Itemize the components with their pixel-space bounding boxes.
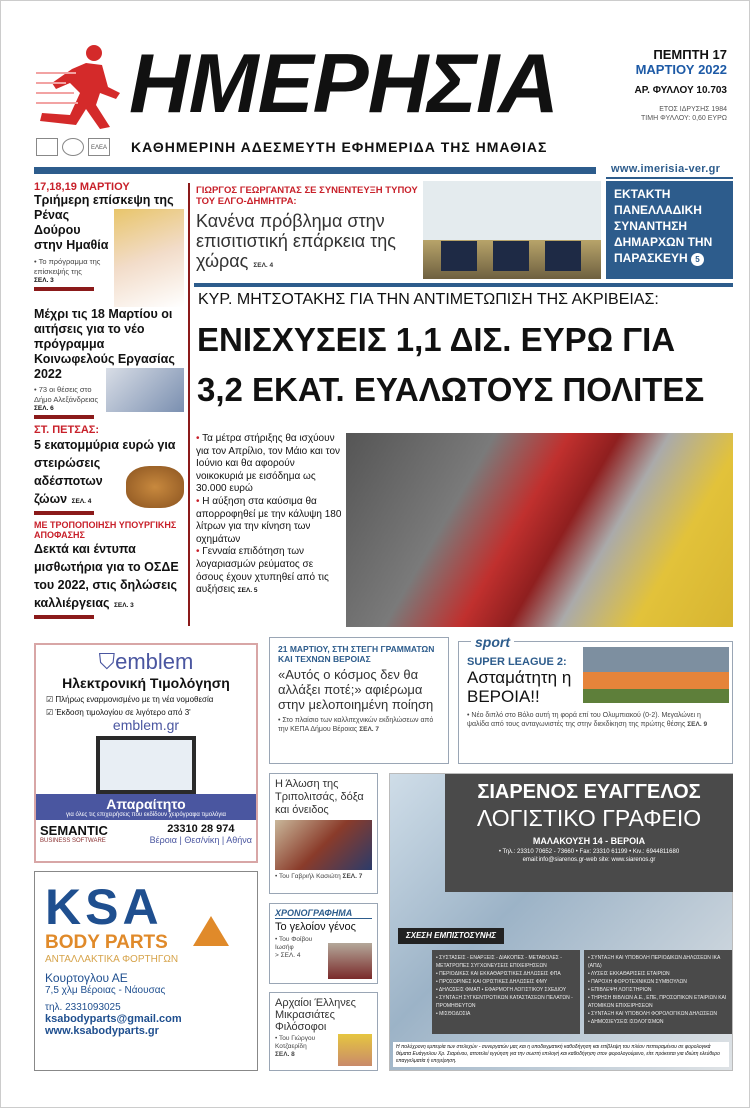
story-employment[interactable] [34, 307, 184, 424]
tagline: ΚΑΘΗΜΕΡΙΝΗ ΑΔΕΣΜΕΥΤΗ ΕΦΗΜΕΡΙΔΑ ΤΗΣ ΗΜΑΘΙΑΣ [131, 139, 548, 155]
painting-image [275, 820, 372, 870]
badge-icon [36, 138, 58, 156]
shield-icon: ⛉ [98, 649, 116, 674]
founded-year: ΕΤΟΣ ΙΔΡΥΣΗΣ 1984 [659, 106, 727, 113]
story-chronicle[interactable]: ΧΡΟΝΟΓΡΑΦΗΜΑ Το γελοίον γένος • Του Φοίβου Ιωσήφ > ΣΕΛ. 4 [269, 903, 378, 984]
website-link[interactable]: www.imerisia-ver.gr [611, 163, 721, 175]
runner-logo-icon [36, 43, 121, 131]
column-divider [188, 183, 190, 626]
story-headline: Τριήμερη επίσκεψη της Ρένας Δούρου στην Ημαθία [34, 193, 174, 252]
story-kicker: 17,18,19 ΜΑΡΤΙΟΥ [34, 181, 130, 193]
story-headline: Το γελοίον γένος [275, 921, 356, 933]
services-left: • ΣΥΣΤΑΣΕΙΣ - ΕΝΑΡΞΕΙΣ - ΔΙΑΚΟΠΕΣ - ΜΕΤΑΒΟΛΕΣ - ΜΕΤΑΤΡΟΠΕΣ ΣΥΓΧΩΝΕΥΣΕΙΣ ΕΠΙΧΕΙΡΗΣΕΩΝ • ΠΕΡΙΟΔΙΚΕΣ ΚΑΙ ΕΚΚΑΘΑΡΙΣΤΙΚΕΣ ΔΗΛΩΣΕΙΣ ΦΠΑ • ΠΡΟΣΩΡΙΝΕΣ ΚΑΙ ΟΡΙΣΤΙΚΕΣ ΔΗΛΩΣΕΙΣ ΦΜΥ • ΔΗΛΩΣΕΙΣ ΦΜΑΠ • ΕΦΑΡΜΟΓΗ ΛΟΓΙΣΤΙΚΟΥ ΣΧΕΔΙΟΥ • ΣΥΝΤΑΞΗ ΣΥΓΚΕΝΤΡΩΤΙΚΩΝ ΚΑΤΑΣΤΑΣΕΩΝ ΠΕΛΑΤΩΝ - ΠΡΟΜΗΘΕΥΤΩΝ • ΜΙΣΘΟΔΟΣΙΑ [432, 950, 580, 1034]
member-badges [36, 138, 110, 156]
story-headline: «Αυτός ο κόσμος δεν θα αλλάξει ποτέ;» αφιέρωμα στην μελοποιημένη ποίηση [278, 667, 434, 712]
page-ref: ΣΕΛ. 3 [113, 602, 134, 609]
ad-check: ☑ Πλήρως εναρμονισμένο με τη νέα νομοθεσία [46, 695, 214, 704]
header-divider [34, 167, 596, 174]
page-ref: ΣΕΛ. 7 [359, 726, 380, 733]
headline-line: ΕΝΙΣΧΥΣΕΙΣ 1,1 ΔΙΣ. ΕΥΡΩ ΓΙΑ [197, 321, 676, 358]
story-osde[interactable] [34, 520, 184, 624]
author-photo [328, 943, 372, 979]
lead-headline[interactable] [197, 315, 733, 415]
story-philosophers[interactable]: Αρχαίοι Έλληνες Μικρασιάτες Φιλόσοφοι • Του Γιώργου Κοτζαερίδη ΣΕΛ. 8 [269, 992, 378, 1071]
story-note: • Στο πλαίσιο των καλλιτεχνικών εκδηλώσεων από την ΚΕΠΑ Δήμου Βέροιας [278, 717, 434, 733]
story-note: • 73 οι θέσεις στο Δήμο Αλεξάνδρειας [34, 385, 99, 404]
siarenos-ad[interactable]: ΣΙΑΡΕΝΟΣ ΕΥΑΓΓΕΛΟΣ ΛΟΓΙΣΤΙΚΟ ΓΡΑΦΕΙΟ ΜΑΛΑΚΟΥΣΗ 14 - ΒΕΡΟΙΑ • Τηλ.: 23310 70652 - 73660 • Fax: 23310 61199 • Κιν.: 6944811680 email:info@siarenos.gr-web site: www.siarenos.gr ΣΧΕΣΗ ΕΜΠΙΣΤΟΣΥΝΗΣ • ΣΥΣΤΑΣΕΙΣ - ΕΝΑΡΞΕΙΣ - ΔΙΑΚΟΠΕΣ - ΜΕΤΑΒΟΛΕΣ - ΜΕΤΑΤΡΟΠΕΣ ΣΥΓΧΩΝΕΥΣΕΙΣ ΕΠΙΧΕΙΡΗΣΕΩΝ • ΠΕΡΙΟΔΙΚΕΣ ΚΑΙ ΕΚΚΑΘΑΡΙΣΤΙΚΕΣ ΔΗΛΩΣΕΙΣ ΦΠΑ • ΠΡΟΣΩΡΙΝΕΣ ΚΑΙ ΟΡΙΣΤΙΚΕΣ ΔΗΛΩΣΕΙΣ ΦΜΥ • ΔΗΛΩΣΕΙΣ ΦΜΑΠ • ΕΦΑΡΜΟΓΗ ΛΟΓΙΣΤΙΚΟΥ ΣΧΕΔΙΟΥ • ΣΥΝΤΑΞΗ ΣΥΓΚΕΝΤΡΩΤΙΚΩΝ ΚΑΤΑΣΤΑΣΕΩΝ ΠΕΛΑΤΩΝ - ΠΡΟΜΗΘΕΥΤΩΝ • ΜΙΣΘΟΔΟΣΙΑ • ΣΥΝΤΑΞΗ ΚΑΙ ΥΠΟΒΟΛΗ ΠΕΡΙΟΔΙΚΩΝ ΔΗΛΩΣΕΩΝ ΙΚΑ (ΑΠΔ) • ΛΥΣΕΙΣ ΕΚΚΑΘΑΡΙΣΕΙΣ ΕΤΑΙΡΙΩΝ • ΠΑΡΟΧΗ ΦΟΡΟΤΕΧΝΙΚΩΝ ΣΥΜΒΟΥΛΩΝ • ΕΠΙΒΛΕΨΗ ΛΟΓΙΣΤΗΡΙΩΝ • ΤΗΡΗΣΗ ΒΙΒΛΙΩΝ Α.Ε., ΕΠΕ, ΠΡΟΣΩΠΙΚΩΝ ΕΤΑΙΡΙΩΝ ΚΑΙ ΑΤΟΜΙΚΩΝ ΕΠΙΧΕΙΡΗΣΕΩΝ • ΣΥΝΤΑΞΗ ΚΑΙ ΥΠΟΒΟΛΗ ΦΟΡΟΛΟΓΙΚΩΝ ΔΗΛΩΣΕΩΝ • ΔΗΜΟΣΙΕΥΣΕΙΣ ΙΣΟΛΟΓΙΣΜΩΝ Η πολύχρονη εμπειρία των στελεχών - συνεργατών μας και η υποδειγματική καθοδήγηση και επίβλεψη του πλέον πεπειραμένου σε φορολογικά θέματα Ευάγγελου Χρ. Σιαρένου, αποτελεί εγγύηση για την σωστή επιλογή και καθοδήγηση στον φορολογούμενο, είτε πρόκειται για ιδιώτη ελεύθερο επαγγελματία ή επιχείρηση. [389, 773, 733, 1071]
mayors-meeting-box[interactable] [606, 181, 733, 279]
elea-badge: ΕΛΕΑ [88, 138, 110, 156]
company-name: SEMANTIC [40, 823, 108, 838]
page-ref: ΣΕΛ. 3 [34, 277, 54, 284]
ad-phone: 23310 28 974 [167, 823, 235, 835]
laptop-image [96, 736, 196, 794]
page-ref: ΣΕΛ. 4 [71, 498, 92, 505]
building-photo [106, 368, 184, 412]
story-kicker: ΓΙΩΡΓΟΣ ΓΕΩΡΓΑΝΤΑΣ ΣΕ ΣΥΝΕΝΤΕΥΞΗ ΤΥΠΟΥ ΤΟΥ ΕΛΓΟ-ΔΗΜΗΤΡΑ: [196, 185, 418, 207]
ad-title: Ηλεκτρονική Τιμολόγηση [62, 675, 230, 691]
sport-section[interactable] [458, 634, 733, 764]
story-headline: 5 εκατομμύρια ευρώ για στειρώσεις αδέσποτων ζώων [34, 438, 176, 506]
story-tripolitsa[interactable]: Η Άλωση της Τριπολιτσάς, δόξα και όνειδος • Του Γαβριήλ Κασιώτη ΣΕΛ. 7 [269, 773, 378, 894]
dog-photo [126, 466, 184, 508]
story-note: • Νέο διπλό στο Βόλο αυτή τη φορά επί του Ολυμπιακού (0-2). Μεγαλώνει η ψαλίδα από τους ανταγωνιστές της στην διεκδίκηση της πρώτης θέσης [467, 712, 701, 728]
ksa-ad[interactable]: KSA BODY PARTS ΑΝΤΑΛΛΑΚΤΙΚΑ ΦΟΡΤΗΓΩΝ Κουρτογλου ΑΕ 7,5 χλμ Βέροιας - Νάουσας τηλ. 2331093025 ksabodyparts@gmail.com www.ksabodyparts.gr [34, 871, 258, 1071]
emblem-ad[interactable]: ⛉emblem Ηλεκτρονική Τιμολόγηση ☑ Πλήρως εναρμονισμένο με τη νέα νομοθεσία ☑ Έκδοση τιμολογίου σε λιγότερο από 3' emblem.gr Απαραίτητο για όλες τις επιχειρήσεις που εκδίδουν χειρόγραφα τιμολόγια SEMANTIC BUSINESS SOFTWARE 23310 28 974 Βέροια | Θεσ/νίκη | Αθήνα [34, 643, 258, 863]
story-stray-animals[interactable] [34, 424, 184, 520]
football-photo [583, 647, 729, 703]
bullet-item: • Τα μέτρα στήριξης θα ισχύουν για τον Απρίλιο, τον Μάιο και τον Ιούνιο και θα αφορούν νοικοκυριά με εισόδημα ως 30.000 ευρώ [196, 433, 341, 495]
red-rule [34, 287, 94, 291]
red-rule [34, 415, 94, 419]
story-kicker: ΧΡΟΝΟΓΡΑΦΗΜΑ [275, 908, 372, 919]
story-headline: Αρχαίοι Έλληνες Μικρασιάτες Φιλόσοφοι [275, 997, 356, 1033]
checkbox-icon: ☑ [46, 695, 56, 704]
headline-line: 3,2 ΕΚΑΤ. ΕΥΑΛΩΤΟΥΣ ΠΟΛΙΤΕΣ [197, 371, 705, 408]
page-ref: ΣΕΛ. 4 [253, 262, 274, 269]
sport-label: sport [471, 634, 514, 650]
page-ref: 5 [691, 253, 704, 266]
story-dourou[interactable] [34, 181, 184, 307]
story-headline: Μέχρι τις 18 Μαρτίου οι αιτήσεις για το νέο πρόγραμμα Κοινωφελούς Εργασίας 2022 [34, 307, 175, 381]
story-food-sufficiency[interactable] [196, 181, 601, 281]
press-conference-photo [423, 181, 601, 279]
box-text: ΕΚΤΑΚΤΗ ΠΑΝΕΛΛΑΔΙΚΗ ΣΥΝΑΝΤΗΣΗ ΔΗΜΑΡΧΩΝ ΤΗΝ ΠΑΡΑΣΚΕΥΗ [614, 187, 713, 265]
ad-check: ☑ Έκδοση τιμολογίου σε λιγότερο από 3' [46, 708, 191, 717]
fuel-station-photo [346, 433, 733, 627]
newspaper-title: ΗΜΕΡΗΣΙΑ [129, 36, 558, 130]
ksa-logo: KSA [45, 879, 163, 935]
story-kicker: ΜΕ ΤΡΟΠΟΠΟΙΗΣΗ ΥΠΟΥΡΓΙΚΗΣ ΑΠΟΦΑΣΗΣ [34, 520, 177, 540]
ad-banner: Απαραίτητο για όλες τις επιχειρήσεις που εκδίδουν χειρόγραφα τιμολόγια [36, 794, 256, 820]
story-poetry-event[interactable] [269, 637, 449, 764]
issue-info [635, 47, 727, 122]
story-headline: Η Άλωση της Τριπολιτσάς, δόξα και όνειδος [275, 778, 364, 816]
page-ref: ΣΕΛ. 9 [687, 721, 708, 728]
story-headline: Δεκτά και έντυπα μισθωτήρια για το ΟΣΔΕ του 2022, στις δηλώσεις καλλιέργειας [34, 542, 179, 610]
section-rule [194, 283, 733, 287]
page-ref: ΣΕΛ. 6 [34, 405, 54, 412]
url-underline [606, 177, 733, 179]
dourou-photo [114, 209, 184, 307]
issue-month: ΜΑΡΤΙΟΥ 2022 [635, 62, 727, 77]
ksa-sub: BODY PARTS [45, 932, 168, 953]
red-rule [34, 615, 94, 619]
services-right: • ΣΥΝΤΑΞΗ ΚΑΙ ΥΠΟΒΟΛΗ ΠΕΡΙΟΔΙΚΩΝ ΔΗΛΩΣΕΩΝ ΙΚΑ (ΑΠΔ) • ΛΥΣΕΙΣ ΕΚΚΑΘΑΡΙΣΕΙΣ ΕΤΑΙΡΙΩΝ • ΠΑΡΟΧΗ ΦΟΡΟΤΕΧΝΙΚΩΝ ΣΥΜΒΟΥΛΩΝ • ΕΠΙΒΛΕΨΗ ΛΟΓΙΣΤΗΡΙΩΝ • ΤΗΡΗΣΗ ΒΙΒΛΙΩΝ Α.Ε., ΕΠΕ, ΠΡΟΣΩΠΙΚΩΝ ΕΤΑΙΡΙΩΝ ΚΑΙ ΑΤΟΜΙΚΩΝ ΕΠΙΧΕΙΡΗΣΕΩΝ • ΣΥΝΤΑΞΗ ΚΑΙ ΥΠΟΒΟΛΗ ΦΟΡΟΛΟΓΙΚΩΝ ΔΗΛΩΣΕΩΝ • ΔΗΜΟΣΙΕΥΣΕΙΣ ΙΣΟΛΟΓΙΣΜΩΝ [584, 950, 732, 1034]
ad-url[interactable]: emblem.gr [112, 717, 180, 733]
emblem-brand: ⛉emblem [98, 649, 194, 674]
ad-name: ΣΙΑΡΕΝΟΣ ΕΥΑΓΓΕΛΟΣ [477, 781, 701, 803]
story-kicker: SUPER LEAGUE 2: [467, 656, 567, 668]
bullet-item: • Γενναία επιδότηση των λογαριασμών ρεύματος σε όσους έχουν χτυπηθεί από τις αυξήσεις ΣΕΛ. 5 [196, 546, 329, 596]
triangle-icon [193, 916, 229, 946]
story-headline: Ασταμάτητη η ΒΕΡΟΙΑ!! [467, 668, 572, 706]
story-kicker: ΣΤ. ΠΕΤΣΑΣ: [34, 424, 100, 436]
author-photo [338, 1034, 372, 1066]
page-ref: ΣΕΛ. 5 [237, 587, 258, 595]
story-note: • Το πρόγραμμα της επίσκεψής της [34, 257, 101, 276]
issue-day: ΠΕΜΠΤΗ 17 [653, 47, 727, 62]
ad-title: ΛΟΓΙΣΤΙΚΟ ΓΡΑΦΕΙΟ [476, 805, 702, 831]
bullet-item: • Η αύξηση στα καύσιμα θα απορροφηθεί με την κάλυψη 180 λίτρων για την κίνηση των οχημάτων [196, 495, 342, 545]
checkbox-icon: ☑ [46, 708, 56, 717]
ksa-website: www.ksabodyparts.gr [45, 1025, 159, 1037]
ad-footer: Η πολύχρονη εμπειρία των στελεχών - συνεργατών μας και η υποδειγματική καθοδήγηση και επίβλεψη του πλέον πεπειραμένου σε φορολογικά θέματα Ευάγγελου Χρ. Σιαρένου, αποτελεί εγγύηση για την σωστή επιλογή και καθοδήγηση στον φορολογούμενο, είτε πρόκειται για ιδιώτη ελεύθερο επαγγελματία ή επιχείρηση. [393, 1042, 729, 1067]
story-kicker: 21 ΜΑΡΤΙΟΥ, ΣΤΗ ΣΤΕΓΗ ΓΡΑΜΜΑΤΩΝ ΚΑΙ ΤΕΧΝΩΝ ΒΕΡΟΙΑΣ [278, 644, 435, 664]
issue-price: ΤΙΜΗ ΦΥΛΛΟΥ: 0,60 ΕΥΡΩ [641, 115, 727, 122]
story-headline: Κανένα πρόβλημα στην επισιτιστική επάρκεια της χώρας [196, 211, 396, 271]
red-rule [34, 511, 94, 515]
lead-subheadline: ΚΥΡ. ΜΗΤΣΟΤΑΚΗΣ ΓΙΑ ΤΗΝ ΑΝΤΙΜΕΤΩΠΙΣΗ ΤΗΣ ΑΚΡΙΒΕΙΑΣ: [198, 291, 659, 308]
ksa-email: ksabodyparts@gmail.com [45, 1013, 182, 1025]
left-column [34, 181, 184, 624]
issue-number: ΑΡ. ΦΥΛΛΟΥ 10.703 [634, 85, 727, 96]
lead-bullets [196, 433, 343, 598]
seal-icon [62, 138, 84, 156]
